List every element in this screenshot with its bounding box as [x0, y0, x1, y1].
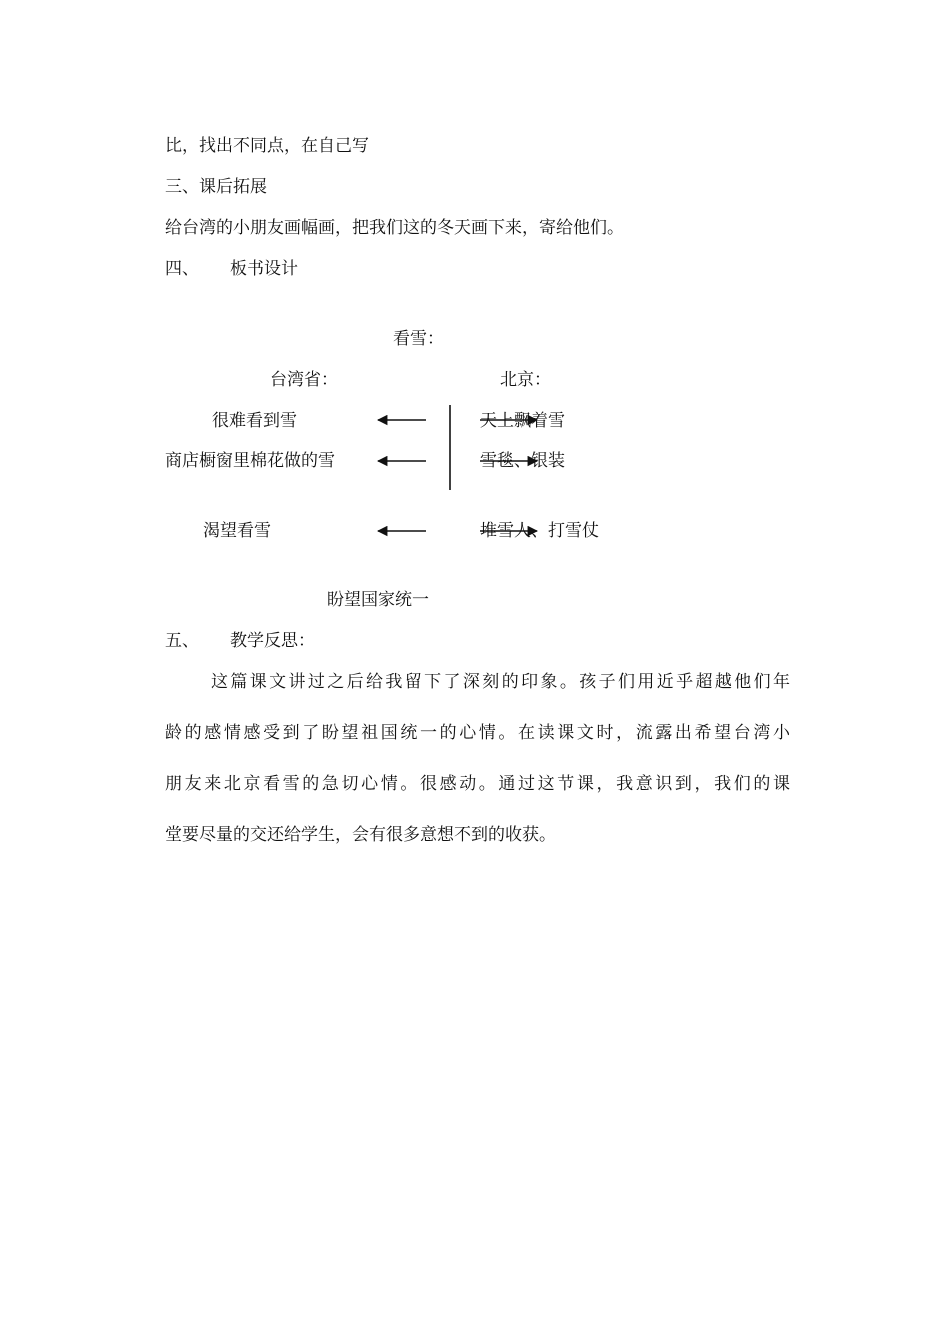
board-right-header: 北京： — [500, 370, 551, 390]
reflection-line: 朋友来北京看雪的急切心情。很感动。通过这节课，我意识到，我们的课 — [165, 774, 790, 794]
board-right-item: 堆雪人、打雪仗 — [480, 521, 599, 541]
board-left-header: 台湾省： — [270, 370, 338, 390]
board-title: 看雪： — [393, 329, 444, 349]
board-conclusion: 盼望国家统一 — [327, 590, 429, 610]
reflection-line: 这篇课文讲过之后给我留下了深刻的印象。孩子们用近乎超越他们年 — [211, 672, 790, 692]
section-4-title: 板书设计 — [230, 259, 298, 279]
board-left-item: 很难看到雪 — [212, 411, 297, 431]
section-3-heading: 三、课后拓展 — [165, 177, 267, 197]
board-right-item: 天上飘着雪 — [480, 411, 565, 431]
section-5-title: 教学反思： — [230, 631, 315, 651]
reflection-paragraph — [165, 672, 790, 876]
reflection-line: 堂要尽量的交还给学生，会有很多意想不到的收获。 — [165, 825, 556, 845]
board-left-item: 商店橱窗里棉花做的雪 — [165, 451, 335, 471]
section-5-number: 五、 — [165, 631, 199, 651]
board-left-item: 渴望看雪 — [203, 521, 271, 541]
text-line-1: 比，找出不同点，在自己写 — [165, 136, 369, 156]
reflection-line: 龄的感情感受到了盼望祖国统一的心情。在读课文时，流露出希望台湾小 — [165, 723, 790, 743]
section-4-number: 四、 — [165, 259, 199, 279]
section-3-body: 给台湾的小朋友画幅画，把我们这的冬天画下来，寄给他们。 — [165, 218, 624, 238]
board-right-item: 雪毯、银装 — [480, 451, 565, 471]
